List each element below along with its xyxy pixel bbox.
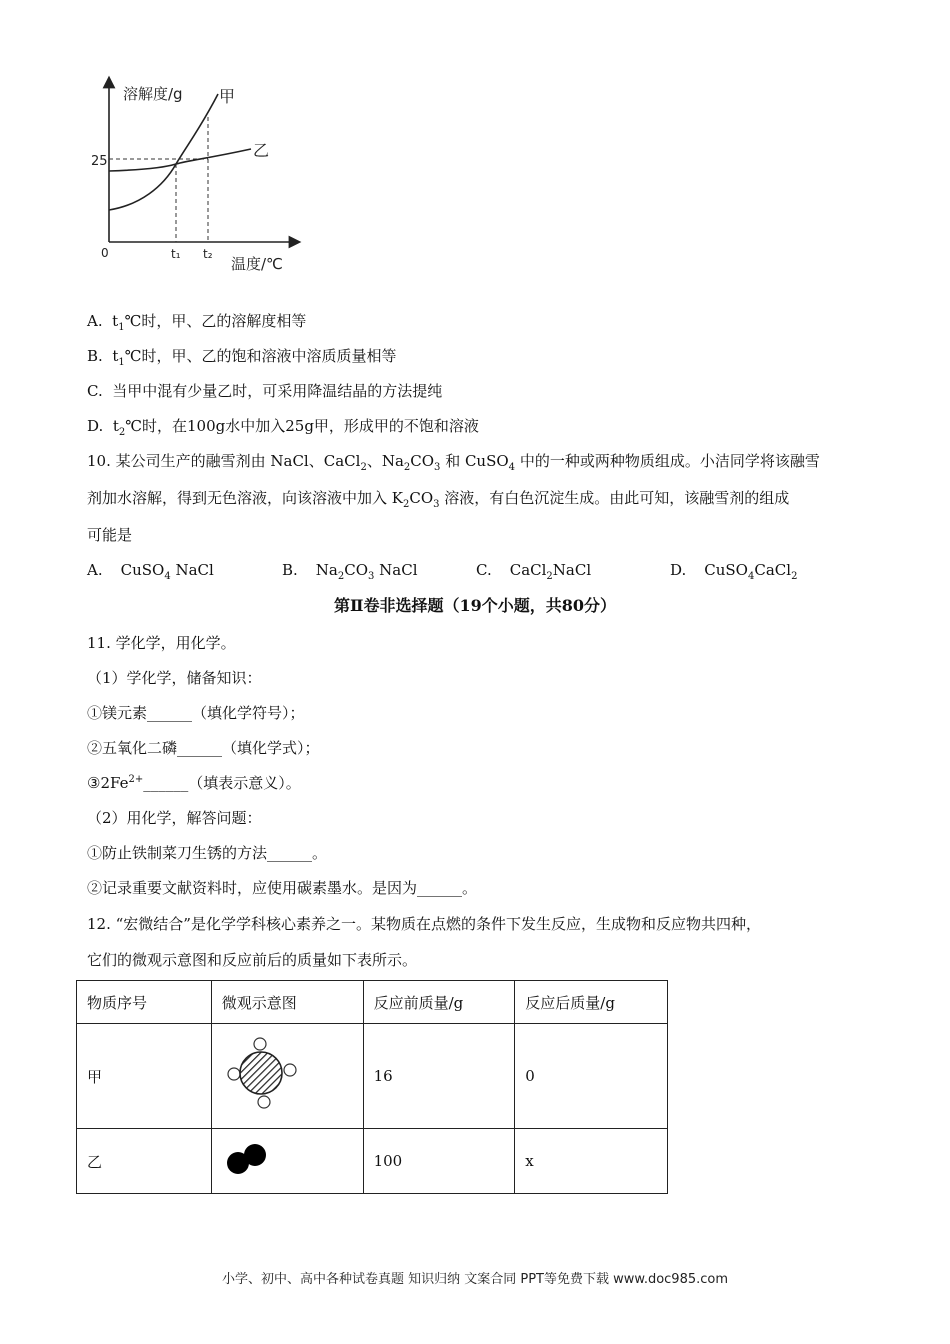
solubility-chart-svg	[85, 72, 315, 280]
table-header-row	[77, 981, 668, 1024]
table-cell-after: 0	[515, 1024, 668, 1129]
q11-part-2-item-2: ②记录重要文献资料时，应使用碳素墨水。是因为______。	[87, 879, 478, 897]
table-row	[77, 1129, 668, 1194]
q11-part-2: （2）用化学，解答问题：	[87, 809, 262, 827]
series-jia-curve	[109, 94, 218, 210]
series-jia-label: 甲	[219, 87, 236, 106]
table-cell-after: x	[515, 1129, 668, 1194]
section-title: 第Ⅱ卷非选择题（19个小题，共80分）	[333, 596, 617, 615]
q11-part-2-item-1: ①防止铁制菜刀生锈的方法______。	[87, 844, 328, 862]
q10-option-a: A. CuSO$_4$ NaCl	[87, 561, 214, 582]
table-cell-diagram	[211, 1129, 363, 1194]
table-cell-before: 16	[363, 1024, 515, 1129]
atom-black-2	[244, 1144, 266, 1166]
q10-line-1: 10. 某公司生产的融雪剂由 NaCl、CaCl$_2$、$Na_2CO_3$ 和 CuSO$_4$ 中的一种或两种物质组成。小洁同学将该融雪	[87, 452, 820, 473]
q10-option-d: D. CuSO$_4$CaCl$_2$	[670, 561, 798, 582]
table-cell-id: 甲	[77, 1024, 212, 1129]
q10-line-3: 可能是	[87, 526, 133, 544]
atom-small-left	[228, 1068, 240, 1080]
q11-part-1-item-1: ①镁元素______（填化学符号）；	[87, 704, 305, 722]
q9-option-a: A. $t_1℃$时，甲、乙的溶解度相等	[87, 312, 307, 333]
q9-option-d: D. $t_2℃$时，在100g水中加入25g甲，形成甲的不饱和溶液	[87, 417, 479, 438]
table-cell-diagram	[211, 1024, 363, 1129]
q11-part-1-item-3: $③2Fe^{2+}\_\_\_\_\_\_$（填表示意义）。	[87, 774, 301, 792]
molecule-yi-diagram	[222, 1139, 282, 1179]
atom-small-bottom	[258, 1096, 270, 1108]
x-tick-label-t2: t₂	[203, 247, 213, 261]
q10-option-b: B. $Na_2CO_3$ NaCl	[282, 561, 418, 582]
series-yi-curve	[109, 149, 251, 171]
q10-option-c: C. CaCl$_2$NaCl	[476, 561, 592, 582]
mass-table	[76, 980, 668, 1194]
q11-stem: 11. 学化学，用化学。	[87, 634, 236, 652]
atom-small-right	[284, 1064, 296, 1076]
q9-option-c: C. 当甲中混有少量乙时，可采用降温结晶的方法提纯	[87, 382, 443, 400]
atom-small-top	[254, 1038, 266, 1050]
y-tick-label-25: 25	[91, 154, 108, 169]
molecule-jia-diagram	[222, 1034, 312, 1114]
x-axis-label: 温度/℃	[231, 255, 283, 273]
table-cell-before: 100	[363, 1129, 515, 1194]
table-header-cell: 反应前质量/g	[363, 981, 515, 1024]
solubility-chart	[85, 72, 315, 280]
series-yi-label: 乙	[253, 141, 270, 160]
q11-part-1-item-2: ②五氧化二磷______（填化学式）；	[87, 739, 320, 757]
table-header-cell: 物质序号	[77, 981, 212, 1024]
table-header-cell: 反应后质量/g	[515, 981, 668, 1024]
atom-large-hatched	[240, 1052, 282, 1094]
page-footer: 小学、初中、高中各种试卷真题 知识归纳 文案合同 PPT等免费下载 www.doc985.com	[221, 1272, 729, 1287]
y-axis-label: 溶解度/g	[123, 85, 183, 103]
table-header-cell: 微观示意图	[211, 981, 363, 1024]
q12-line-2: 它们的微观示意图和反应前后的质量如下表所示。	[87, 951, 418, 969]
table-cell-id: 乙	[77, 1129, 212, 1194]
q12-line-1: 12. “宏微结合”是化学学科核心素养之一。某物质在点燃的条件下发生反应，生成物和反应物共四种，	[87, 915, 761, 933]
q10-line-2: 剂加水溶解，得到无色溶液，向该溶液中加入 $K_2CO_3$ 溶液，有白色沉淀生成。由此可知，该融雪剂的组成	[87, 489, 790, 510]
origin-label: 0	[101, 246, 109, 260]
q9-option-b: B. $t_1℃$时，甲、乙的饱和溶液中溶质质量相等	[87, 347, 397, 368]
x-tick-label-t1: t₁	[171, 247, 181, 261]
q11-part-1: （1）学化学，储备知识：	[87, 669, 262, 687]
table-row	[77, 1024, 668, 1129]
